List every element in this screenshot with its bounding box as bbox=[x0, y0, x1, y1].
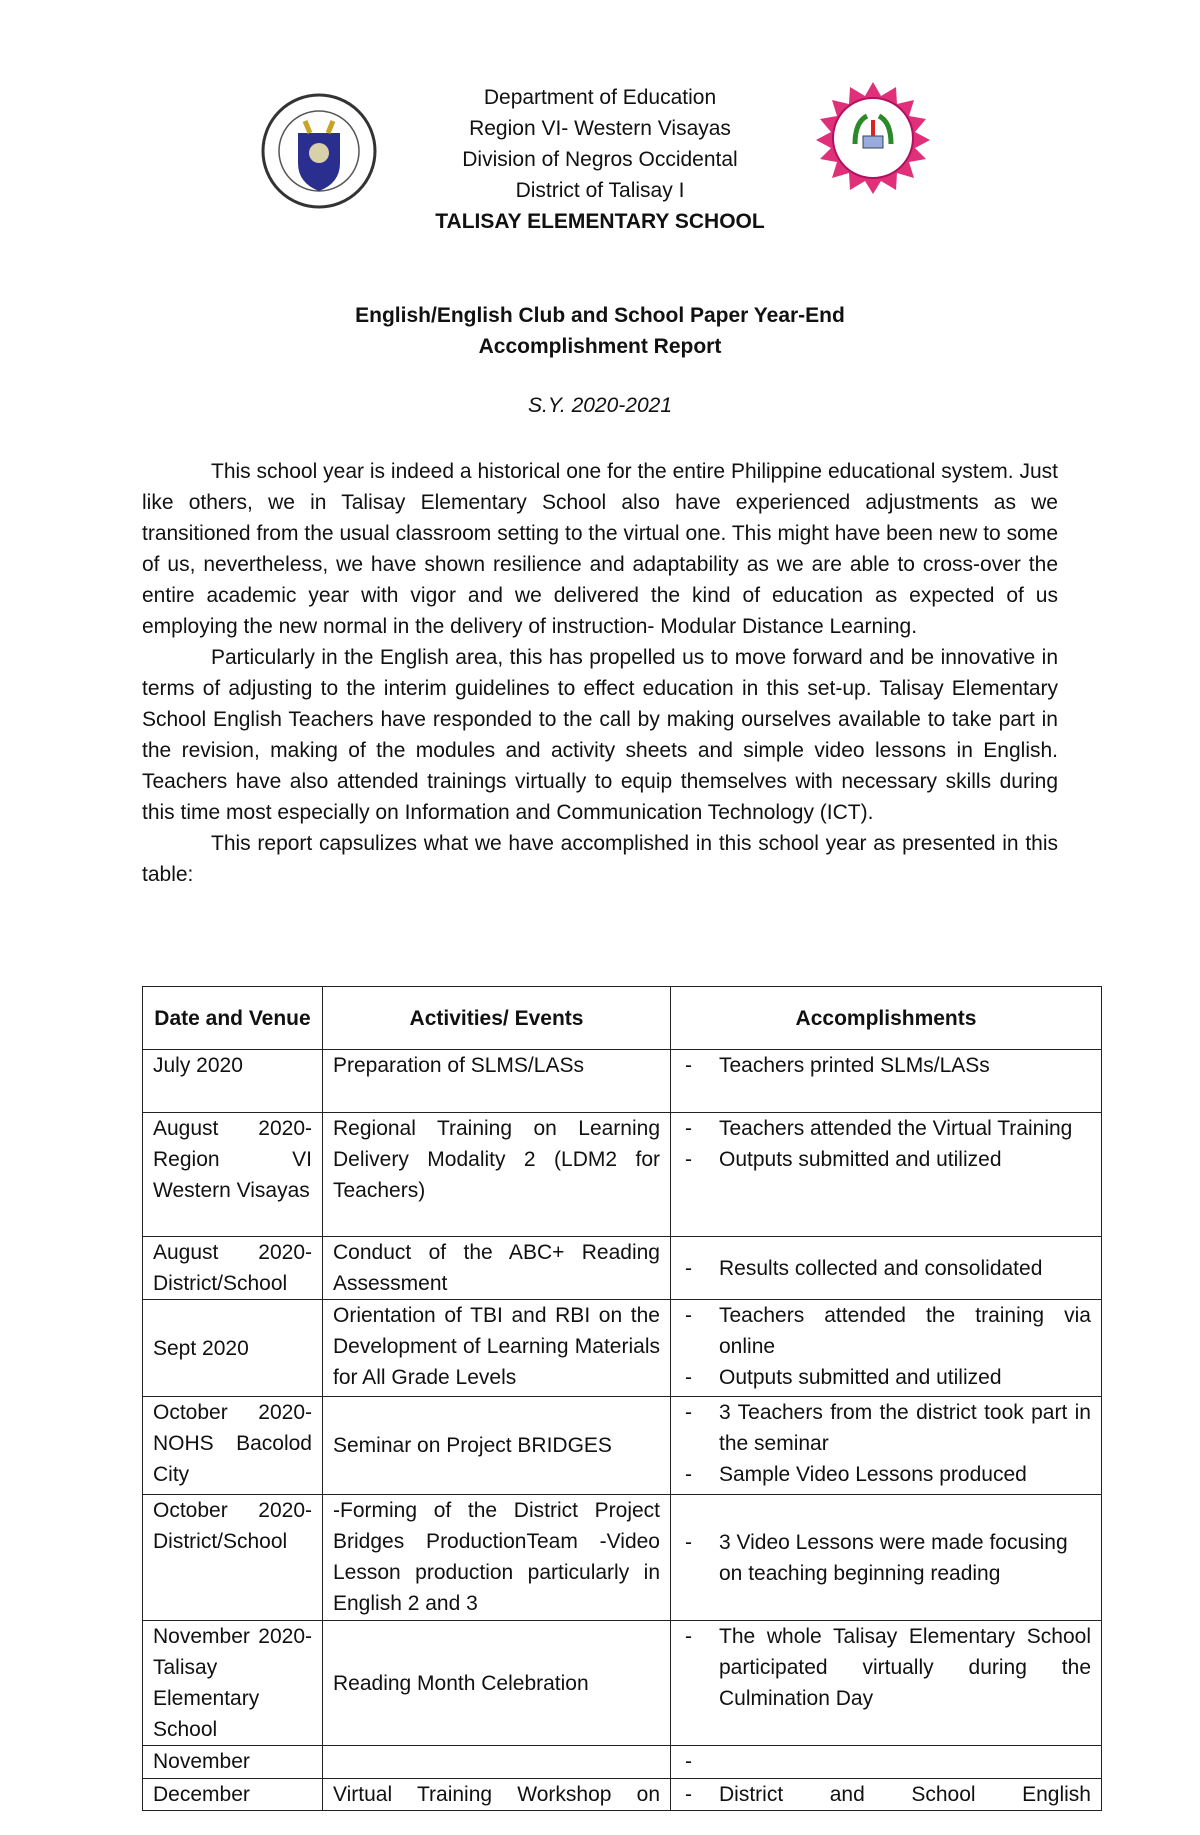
header-line-3: Division of Negros Occidental bbox=[462, 148, 738, 171]
accomplishment-item: - Teachers attended the training via online bbox=[681, 1300, 1091, 1362]
table-row bbox=[143, 1300, 1102, 1397]
col-header-accomplishments: Accomplishments bbox=[671, 987, 1102, 1050]
table-header-row bbox=[143, 987, 1102, 1050]
activity-cell: Regional Training on Learning Delivery Modality 2 (LDM2 for Teachers) bbox=[323, 1113, 671, 1237]
school-year: S.Y. 2020-2021 bbox=[527, 394, 673, 417]
paragraph: This report capsulizes what we have accomplished in this school year as presented in this table: bbox=[142, 832, 1058, 886]
accomplishment-cell bbox=[671, 1113, 1102, 1237]
activity-cell: -Forming of the District Project Bridges ProductionTeam -Video Lesson production particularly in English 2 and 3 bbox=[323, 1495, 671, 1621]
accomplishment-item: - Sample Video Lessons produced bbox=[681, 1459, 1091, 1490]
accomplishment-item: - District and School English bbox=[681, 1779, 1091, 1810]
accomplishment-cell bbox=[671, 1237, 1102, 1300]
table-row bbox=[143, 1237, 1102, 1300]
report-title-line-1: English/English Club and School Paper Year-End bbox=[355, 304, 845, 327]
accomplishment-item: - Teachers printed SLMs/LASs bbox=[681, 1050, 1091, 1081]
accomplishment-item: - Results collected and consolidated bbox=[681, 1253, 1091, 1284]
activity-cell: Seminar on Project BRIDGES bbox=[323, 1397, 671, 1495]
report-title-line-2: Accomplishment Report bbox=[478, 335, 722, 358]
date-cell: October 2020- District/School bbox=[143, 1495, 323, 1621]
accomplishment-item: - 3 Video Lessons were made focusing on teaching beginning reading bbox=[681, 1527, 1091, 1589]
table-row bbox=[143, 1779, 1102, 1811]
accomplishment-item: - Teachers attended the Virtual Training bbox=[681, 1113, 1091, 1144]
table-row bbox=[143, 1050, 1102, 1113]
school-name: TALISAY ELEMENTARY SCHOOL bbox=[435, 210, 765, 233]
accomplishment-cell bbox=[671, 1495, 1102, 1621]
activity-cell: Virtual Training Workshop on bbox=[323, 1779, 671, 1811]
date-cell: August 2020- Region VI Western Visayas bbox=[143, 1113, 323, 1237]
date-cell: November bbox=[143, 1746, 323, 1779]
activity-cell: Preparation of SLMS/LASs bbox=[323, 1050, 671, 1113]
date-cell: July 2020 bbox=[143, 1050, 323, 1113]
date-cell: August 2020- District/School bbox=[143, 1237, 323, 1300]
activity-cell bbox=[323, 1746, 671, 1779]
accomplishment-cell bbox=[671, 1779, 1102, 1811]
accomplishment-cell bbox=[671, 1621, 1102, 1746]
activity-cell: Orientation of TBI and RBI on the Development of Learning Materials for All Grade Levels bbox=[323, 1300, 671, 1397]
accomplishment-item: - The whole Talisay Elementary School participated virtually during the Culmination Day bbox=[681, 1621, 1091, 1714]
accomplishment-cell bbox=[671, 1397, 1102, 1495]
accomplishment-table bbox=[142, 986, 1102, 1811]
table-row bbox=[143, 1621, 1102, 1746]
table-row bbox=[143, 1495, 1102, 1621]
col-header-date: Date and Venue bbox=[143, 987, 323, 1050]
table-row bbox=[143, 1113, 1102, 1237]
header-line-2: Region VI- Western Visayas bbox=[469, 117, 731, 140]
date-cell: December bbox=[143, 1779, 323, 1811]
date-cell: October 2020- NOHS Bacolod City bbox=[143, 1397, 323, 1495]
header-line-1: Department of Education bbox=[483, 86, 717, 109]
table-row bbox=[143, 1397, 1102, 1495]
date-cell: November 2020- Talisay Elementary School bbox=[143, 1621, 323, 1746]
col-header-activities: Activities/ Events bbox=[323, 987, 671, 1050]
header-line-4: District of Talisay I bbox=[515, 179, 685, 202]
activity-cell: Reading Month Celebration bbox=[323, 1621, 671, 1746]
paragraph: This school year is indeed a historical one for the entire Philippine educational system. Just like others, we in Talisay Elementary School also have experienced adjustments as we transitioned from the usual classroom setting to the virtual one. This might have been new to some of us, nevertheless, we have shown resilience and adaptability as we are able to cross-over the entire academic year with vigor and we delivered the kind of education as expected of us employing the new normal in the delivery of instruction- Modular Distance Learning. bbox=[142, 460, 1058, 638]
activity-cell: Conduct of the ABC+ Reading Assessment bbox=[323, 1237, 671, 1300]
report-body bbox=[142, 456, 1058, 890]
date-cell: Sept 2020 bbox=[143, 1300, 323, 1397]
accomplishment-cell bbox=[671, 1050, 1102, 1113]
accomplishment-cell bbox=[671, 1300, 1102, 1397]
accomplishment-cell bbox=[671, 1746, 1102, 1779]
accomplishment-item: - 3 Teachers from the district took part in the seminar bbox=[681, 1397, 1091, 1459]
table-row bbox=[143, 1746, 1102, 1779]
paragraph: Particularly in the English area, this has propelled us to move forward and be innovative in terms of adjusting to the interim guidelines to effect education in this set-up. Talisay Elementary School English Teachers have responded to the call by making ourselves available to take part in the revision, making of the modules and activity sheets and simple video lessons in English. Teachers have also attended trainings virtually to equip themselves with necessary skills during this time most especially on Information and Communication Technology (ICT). bbox=[142, 646, 1058, 824]
accomplishment-item: - Outputs submitted and utilized bbox=[681, 1144, 1091, 1175]
accomplishment-item: - Outputs submitted and utilized bbox=[681, 1362, 1091, 1393]
